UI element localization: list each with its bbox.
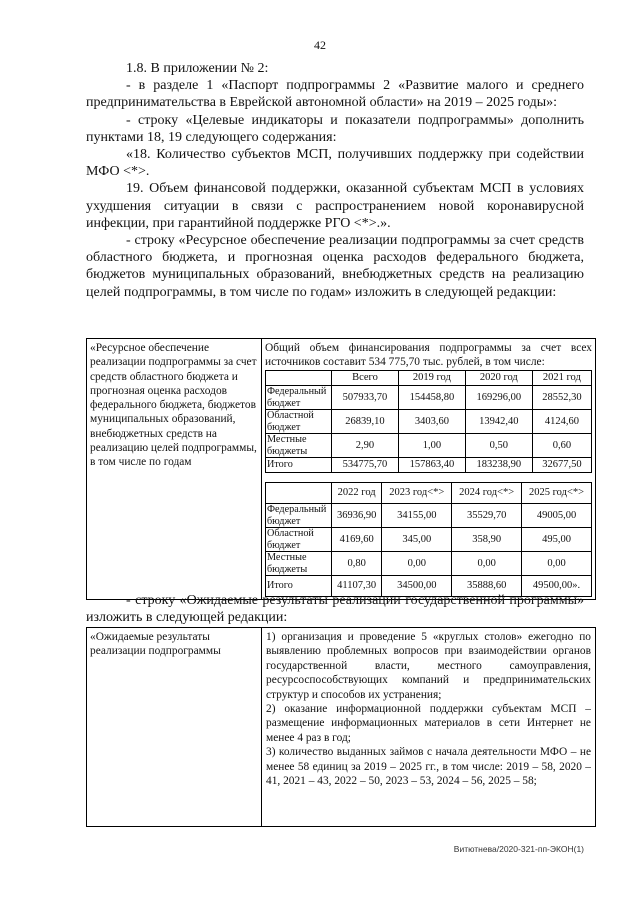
- table-row: [266, 434, 592, 458]
- table-cell: 35529,70: [452, 504, 522, 528]
- table-row: [266, 386, 592, 410]
- result-item-1: 1) организация и проведение 5 «круглых столов» ежегодно по выявлению проблемных вопросов при взаимодействии органов государственной власти, местного самоуправления, ресурсоспособствующих компаний и предпринимательских структур и способов их устранения;: [266, 631, 591, 701]
- table-cell: 4124,60: [532, 410, 591, 434]
- paragraph-section-1: - в разделе 1 «Паспорт подпрограммы 2 «Развитие малого и среднего предпринимательства в Еврейской автономной области» на 2019 – 2025 годы»:: [86, 78, 584, 111]
- table-cell: 34155,00: [382, 504, 452, 528]
- row-label: Местные бюджеты: [266, 552, 332, 576]
- table-cell: 34500,00: [382, 576, 452, 597]
- row-label: Федеральный бюджет: [266, 504, 332, 528]
- table-cell: 495,00: [522, 528, 592, 552]
- table-cell: 154458,80: [398, 386, 465, 410]
- result-item-3: 3) количество выданных займов с начала деятельности МФО – не менее 58 единиц за 2019 – 2025 гг., в том числе: 2019 – 58, 2020 – 41, 2021 – 43, 2022 – 50, 2023 – 53, 2024 – 56, 2025 – 58;: [266, 746, 591, 788]
- financing-table-2019-2021: [265, 370, 592, 473]
- table-cell: 4169,60: [332, 528, 382, 552]
- table-cell: 49005,00: [522, 504, 592, 528]
- document-body: [86, 60, 584, 301]
- table-cell: 507933,70: [332, 386, 399, 410]
- table-cell: 169296,00: [465, 386, 532, 410]
- table-cell: 0,80: [332, 552, 382, 576]
- table-cell: 13942,40: [465, 410, 532, 434]
- header-cell: [266, 483, 332, 504]
- table-cell: 358,90: [452, 528, 522, 552]
- table-cell: 35888,60: [452, 576, 522, 597]
- result-item-2: 2) оказание информационной поддержки субъектам МСП – размещение информационных материалов в сети Интернет не менее 4 раз в год;: [266, 703, 591, 744]
- header-cell: 2022 год: [332, 483, 382, 504]
- paragraph-results-row: - строку «Ожидаемые результаты реализации государственной программы» изложить в следующей редакции:: [86, 593, 584, 625]
- financing-intro-line-2: источников составит 534 775,70 тыс. рублей, в том числе:: [265, 356, 545, 368]
- table-spacer: [265, 473, 592, 481]
- header-cell: 2020 год: [465, 371, 532, 386]
- paragraph-resource-row: - строку «Ресурсное обеспечение реализации подпрограммы за счет средств областного бюджета, и прогнозная оценка расходов федерального бюджета, бюджетов муниципальных образований, внебюджетных средств на реализацию целей подпрограммы, в том числе по годам» изложить в следующей редакции:: [86, 233, 584, 300]
- document-code: Витютнева/2020-321-пп-ЭКОН(1): [453, 844, 584, 854]
- table-cell: 28552,30: [532, 386, 591, 410]
- resource-row-label: «Ресурсное обеспечение реализации подпрограммы за счет средств областного бюджета и прогнозная оценка расходов федерального бюджета, бюджетов муниципальных образований, внебюджетных средств на реализацию целей подпрограммы, в том числе по годам: [87, 339, 262, 600]
- table-cell: 1,00: [398, 434, 465, 458]
- table-cell: 157863,40: [398, 458, 465, 473]
- table-cell: 534775,70: [332, 458, 399, 473]
- paragraph-indicators-row: - строку «Целевые индикаторы и показатели подпрограммы» дополнить пунктами 18, 19 следующего содержания:: [86, 112, 584, 145]
- paragraph-appendix: 1.8. В приложении № 2:: [126, 61, 269, 76]
- resource-row-content: [262, 339, 596, 600]
- row-label: Итого: [266, 576, 332, 597]
- table-cell: 0,60: [532, 434, 591, 458]
- table-row: [266, 552, 592, 576]
- table-cell: 3403,60: [398, 410, 465, 434]
- table-row: [266, 504, 592, 528]
- header-cell: 2024 год<*>: [452, 483, 522, 504]
- results-row-content: [262, 628, 596, 827]
- header-cell: [266, 371, 332, 386]
- row-label: Федеральный бюджет: [266, 386, 332, 410]
- row-label: Областной бюджет: [266, 528, 332, 552]
- paragraph-item-19: 19. Объем финансовой поддержки, оказанной субъектам МСП в условиях ухудшения ситуации в связи с распространением новой коронавирусной инфекции, при гарантийной поддержке РГО <*>.».: [86, 181, 584, 231]
- table-cell: 0,00: [452, 552, 522, 576]
- header-cell: 2019 год: [398, 371, 465, 386]
- table-cell: 49500,00».: [522, 576, 592, 597]
- table-row: [266, 410, 592, 434]
- paragraph-item-18: «18. Количество субъектов МСП, получивших поддержку при содействии МФО <*>.: [86, 147, 584, 180]
- table-cell: 41107,30: [332, 576, 382, 597]
- header-cell: 2021 год: [532, 371, 591, 386]
- financing-intro-line-1: Общий объем финансирования подпрограммы за счет всех: [265, 342, 592, 354]
- row-label: Областной бюджет: [266, 410, 332, 434]
- page-number: 42: [314, 38, 326, 52]
- table-header-row: [266, 371, 592, 386]
- header-cell: 2025 год<*>: [522, 483, 592, 504]
- table-row: [266, 458, 592, 473]
- table-cell: 0,00: [382, 552, 452, 576]
- table-cell: 32677,50: [532, 458, 591, 473]
- table-cell: 36936,90: [332, 504, 382, 528]
- table-cell: 2,90: [332, 434, 399, 458]
- table-cell: 26839,10: [332, 410, 399, 434]
- results-row-label: «Ожидаемые результаты реализации подпрограммы: [87, 628, 262, 827]
- row-label: Итого: [266, 458, 332, 473]
- table-cell: 0,50: [465, 434, 532, 458]
- financing-table-2022-2025: [265, 482, 592, 597]
- header-cell: Всего: [332, 371, 399, 386]
- table-cell: 183238,90: [465, 458, 532, 473]
- row-label: Местные бюджеты: [266, 434, 332, 458]
- table-header-row: [266, 483, 592, 504]
- table-row: [266, 528, 592, 552]
- table-cell: 0,00: [522, 552, 592, 576]
- resource-support-table: [86, 338, 596, 600]
- header-cell: 2023 год<*>: [382, 483, 452, 504]
- table-cell: 345,00: [382, 528, 452, 552]
- expected-results-table: [86, 627, 596, 827]
- expected-results-intro: [86, 592, 584, 626]
